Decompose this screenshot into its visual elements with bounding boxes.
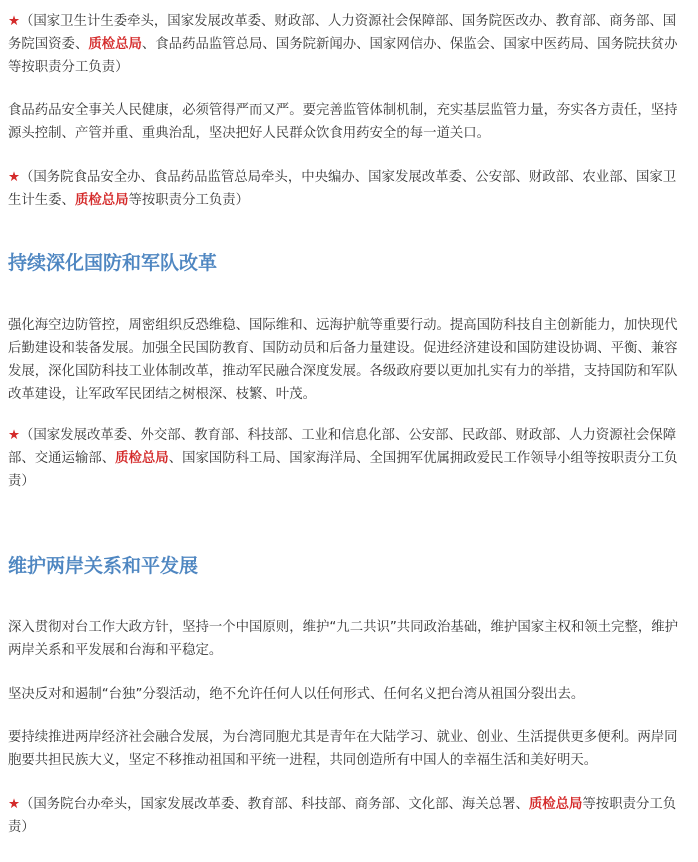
highlight-aqsiq: 质检总局 (74, 193, 129, 208)
highlight-aqsiq: 质检总局 (115, 451, 169, 466)
red-star-icon: ★ (8, 428, 21, 443)
section-heading-taiwan: 维护两岸关系和平发展 (8, 555, 199, 577)
responsibility-note-food (8, 166, 684, 212)
red-star-icon: ★ (8, 797, 21, 812)
paragraph-anti-separatism: 坚决反对和遏制“台独”分裂活动，绝不允许任何人以任何形式、任何名义把台湾从祖国分裂出去。 (8, 687, 585, 702)
highlight-aqsiq: 质检总局 (528, 797, 583, 812)
paragraph-cross-strait-integration: 要持续推进两岸经济社会融合发展，为台湾同胞尤其是青年在大陆学习、就业、创业、生活提供更多便利。两岸同胞要共担民族大义，坚定不移推动祖国和平统一进程，共同创造所有中国人的幸福生活和美好明天。 (8, 730, 678, 768)
responsibility-note-defense (8, 424, 684, 493)
paragraph-taiwan-policy: 深入贯彻对台工作大政方针，坚持一个中国原则，维护“九二共识”共同政治基础，维护国家主权和领土完整，维护两岸关系和平发展和台海和平稳定。 (8, 620, 679, 658)
note-text-after: 、食品药品监管总局、国务院新闻办、国家网信办、保监会、国家中医药局、国务院扶贫办等按职责分工负责） (8, 37, 678, 75)
red-star-icon: ★ (8, 170, 21, 185)
red-star-icon: ★ (8, 14, 21, 29)
responsibility-note-taiwan (8, 793, 684, 839)
note-text-before: （国家发展改革委、外交部、教育部、科技部、工业和信息化部、公安部、民政部、财政部、人力资源社会保障部、交通运输部、 (8, 428, 677, 466)
note-text-before: （国家卫生计生委牵头，国家发展改革委、财政部、人力资源社会保障部、国务院医改办、教育部、商务部、国务院国资委、 (8, 14, 677, 52)
note-text-after: 等按职责分工负责） (128, 193, 250, 208)
note-text-after: 等按职责分工负责） (8, 797, 677, 835)
note-text-before: （国务院台办牵头，国家发展改革委、教育部、科技部、商务部、文化部、海关总署、 (20, 797, 529, 812)
note-text-after: 、国家国防科工局、国家海洋局、全国拥军优属拥政爱民工作领导小组等按职责分工负责） (8, 451, 678, 489)
paragraph-defense: 强化海空边防管控，周密组织反恐维稳、国际维和、远海护航等重要行动。提高国防科技自主创新能力，加快现代后勤建设和装备发展。加强全民国防教育、国防动员和后备力量建设。促进经济建设和国防建设协调、平衡、兼容发展，深化国防科技工业体制改革，推动军民融合深度发展。各级政府要以更加扎实有力的举措，支持国防和军队改革建设，让军政军民团结之树根深、枝繁、叶茂。 (8, 318, 678, 402)
highlight-aqsiq: 质检总局 (88, 37, 142, 52)
note-text-before: （国务院食品安全办、食品药品监管总局牵头，中央编办、国家发展改革委、公安部、财政部、农业部、国家卫生计生委、 (8, 170, 677, 208)
responsibility-note-health (8, 10, 684, 79)
section-heading-defense: 持续深化国防和军队改革 (8, 252, 218, 274)
paragraph-food-safety: 食品药品安全事关人民健康，必须管得严而又严。要完善监管体制机制，充实基层监管力量，夯实各方责任，坚持源头控制、产管并重、重典治乱，坚决把好人民群众饮食用药安全的每一道关口。 (8, 103, 678, 141)
